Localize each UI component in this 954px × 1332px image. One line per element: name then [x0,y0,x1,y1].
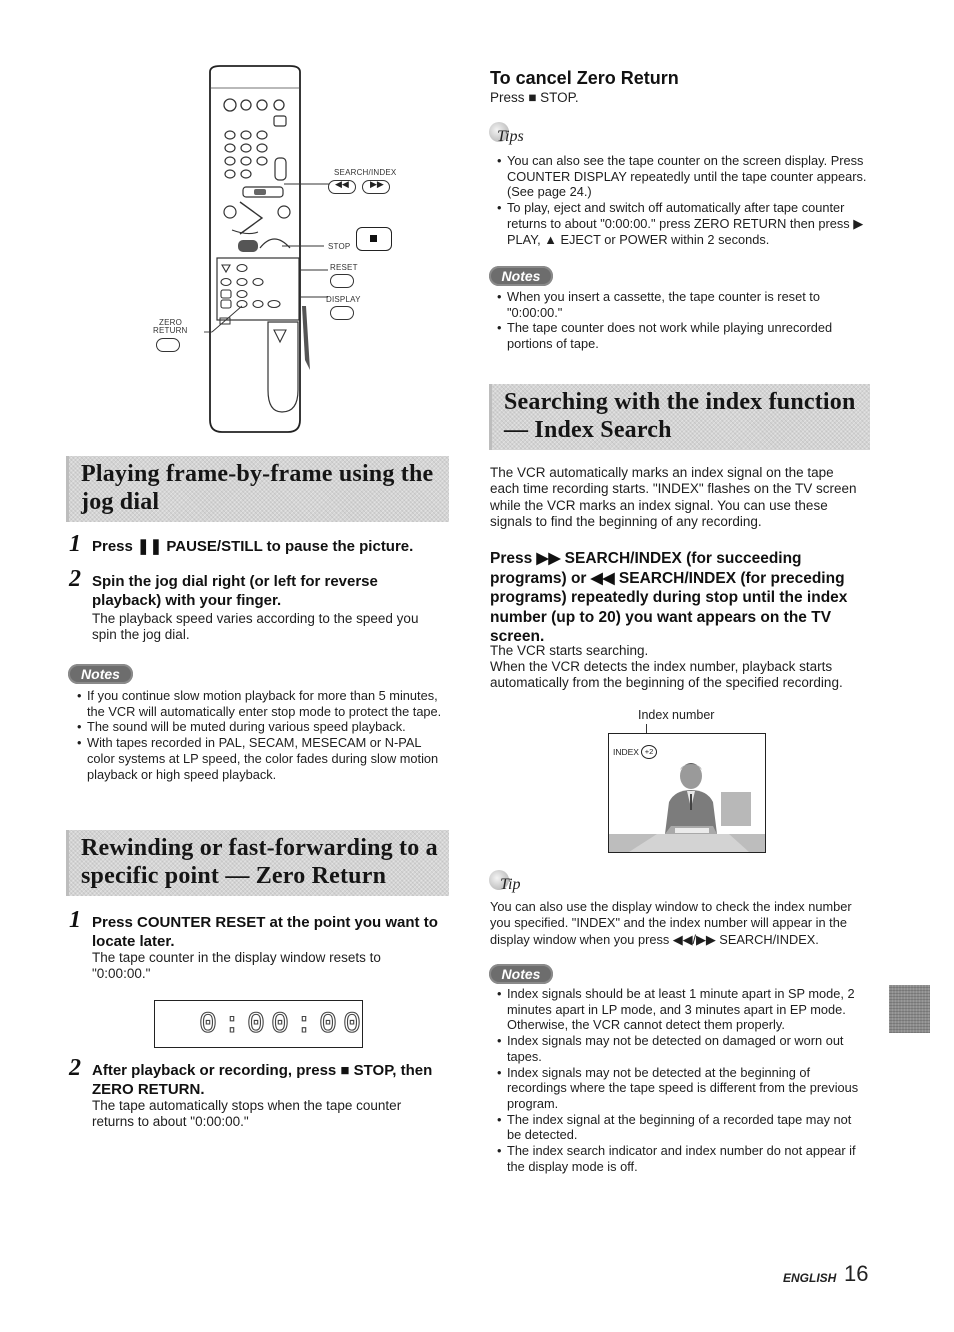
banner-title-line: — Index Search [504,417,672,443]
note-item: • Index signals should be at least 1 minute apart in SP mode, 2 minutes apart in LP mode, and 3 minutes apart in EP mode. Otherwise, the VCR cannot detect them properly. [490,986,868,1033]
note-item: • The index signal at the beginning of a recorded tape may not be detected. [490,1112,868,1143]
banner-title-line: Rewinding or fast-forwarding to a [81,835,438,861]
notes-list [490,289,868,352]
zero-label: ZERO [159,318,183,327]
tip-item: • You can also see the tape counter on the screen display. Press COUNTER DISPLAY repeatedly until the tape counter appears. (See page 24.) [490,153,868,200]
note-item: • Index signals may not be detected on damaged or worn out tapes. [490,1033,868,1064]
note-item: • The sound will be muted during various speed playback. [70,719,442,735]
counter-display-window [154,1000,368,1048]
banner-title-line: specific point — Zero Return [81,863,387,889]
tip-text: You can also use the display window to check the index number you specified. "INDEX" and the index number will appear in the display window when you press ◀◀/▶▶ SEARCH/INDEX. [490,899,852,947]
tip-heading: Tip [500,876,521,893]
display-label: DISPLAY [326,295,361,304]
note-item: • If you continue slow motion playback for more than 5 minutes, the VCR will automatically enter stop mode to protect the tape. [70,688,442,719]
banner-title [504,388,856,444]
notes-list [70,688,442,782]
notes-badge: Notes [489,266,553,286]
notes-badge: Notes [68,664,133,684]
return-label: RETURN [153,326,188,335]
tv-screen-figure [608,733,766,853]
banner-title-line: jog dial [81,489,160,515]
news-anchor-illustration [609,734,765,852]
page-edge-tab [889,985,930,1033]
remote-illustration [150,60,400,440]
step-title: Spin the jog dial right (or left for reverse playback) with your finger. [92,573,378,609]
tips-list [490,153,868,247]
index-result-1: The VCR starts searching. [490,643,649,658]
note-item: • Index signals may not be detected at the beginning of recordings where the tape speed is different from the previous program. [490,1065,868,1112]
notes-badge: Notes [489,964,553,984]
index-result-2: When the VCR detects the index number, playback starts automatically from the beginning of the specified recording. [490,659,843,691]
step-title: Press COUNTER RESET at the point you want to locate later. [92,914,438,950]
note-item: • The tape counter does not work while playing unrecorded portions of tape. [490,320,868,351]
note-item: • When you insert a cassette, the tape counter is reset to "0:00:00." [490,289,868,320]
banner-title [81,834,438,890]
reset-label: RESET [330,263,358,272]
tip-item: • To play, eject and switch off automatically after tape counter returns to about "0:00:00." press ZERO RETURN then press ▶ PLAY, ▲ EJECT or POWER within 2 seconds. [490,200,868,247]
section-banner-index-search [489,384,870,450]
step-title: Press ❚❚ PAUSE/STILL to pause the picture. [92,538,414,555]
step-title: After playback or recording, press ■ STOP, then ZERO RETURN. [92,1062,433,1098]
index-instruction: Press ▶▶ SEARCH/INDEX (for succeeding programs) or ◀◀ SEARCH/INDEX (for preceding programs) repeatedly during stop until the index number (up to 20) you want appears on the TV screen. [490,550,848,645]
banner-title [81,460,433,516]
page-number: 16 [844,1261,869,1286]
counter-readout: 0:00:00 [199,1008,368,1042]
index-indicator: INDEX [613,747,639,757]
zero-return-button[interactable] [156,338,180,352]
rewind-search-button[interactable] [328,180,356,194]
stop-icon [370,235,377,242]
searchindex-label: SEARCH/INDEX [334,168,397,177]
step-number: 2 [69,1055,81,1081]
stop-label: STOP [328,242,351,251]
step-number: 1 [69,907,81,933]
banner-title-line: Playing frame-by-frame using the [81,461,434,487]
step-number: 1 [69,531,81,557]
step-number: 2 [69,566,81,592]
note-item: • With tapes recorded in PAL, SECAM, MESECAM or N-PAL color systems at LP speed, the color fades during slow motion playback or high speed playback. [70,735,442,782]
footer-language: ENGLISH [783,1271,837,1285]
counter-display-button[interactable] [330,306,354,320]
counter-reset-button[interactable] [330,274,354,288]
cancel-heading: To cancel Zero Return [490,68,679,88]
stop-button[interactable] [356,227,392,251]
index-intro: The VCR automatically marks an index signal on the tape each time recording starts. "INDEX" flashes on the TV screen while the VCR marks an index signal. You can use these signals to find the beginning of any recording. [490,465,857,529]
step-body: The playback speed varies according to the speed you spin the jog dial. [92,611,419,643]
fast-forward-icon: ▶▶ [370,179,384,189]
forward-search-button[interactable] [362,180,390,194]
step-body: The tape counter in the display window resets to "0:00:00." [92,950,381,982]
banner-title-line: Searching with the index function [504,389,856,415]
note-item: • The index search indicator and index number do not appear if the display mode is off. [490,1143,868,1174]
step-body: The tape automatically stops when the tape counter returns to about "0:00:00." [92,1098,402,1130]
figure-caption: Index number [638,708,715,722]
tips-heading: Tips [497,128,524,145]
notes-list [490,986,868,1174]
section-banner-zero-return [66,830,449,896]
section-banner-jog-dial [66,456,449,522]
index-number-badge: +2 [641,745,657,759]
cancel-text: Press ■ STOP. [490,90,579,105]
rewind-icon: ◀◀ [335,179,349,189]
